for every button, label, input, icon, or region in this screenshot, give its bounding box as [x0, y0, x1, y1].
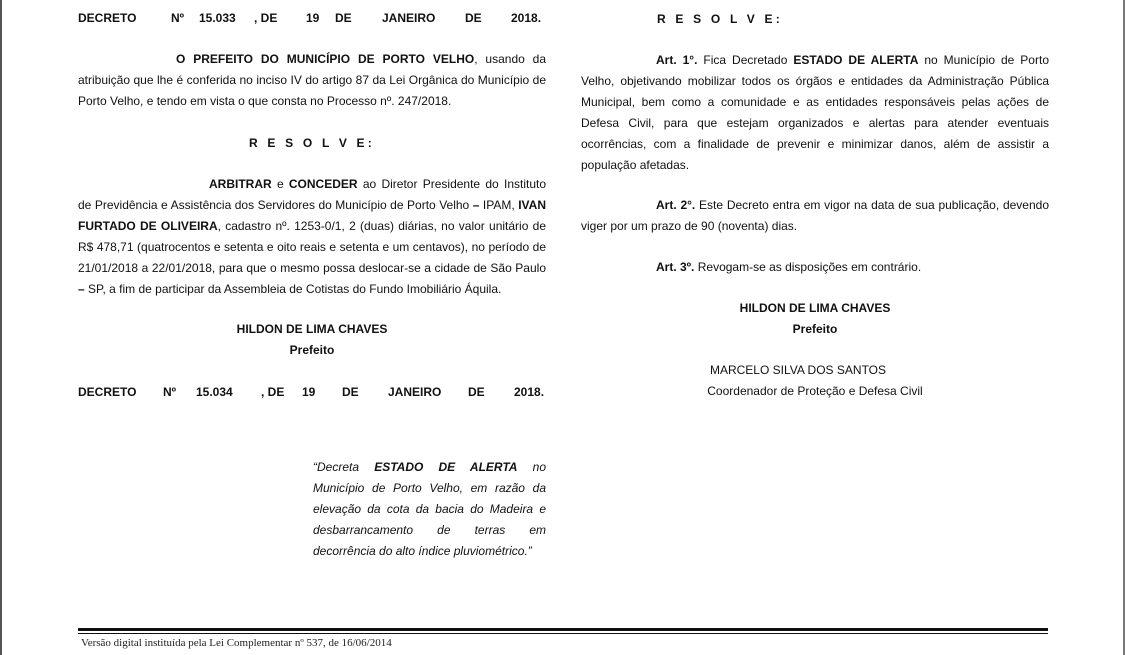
preamble-paragraph — [78, 49, 546, 112]
ementa-text: no Município de Porto Velho, em razão da elevação da cota da bacia do Madeira e desbarrancamento de terras em decorrência do alto índice pluviométrico.” — [313, 460, 546, 558]
decree-month: JANEIRO — [382, 11, 436, 25]
decree-label: DECRETO — [78, 385, 137, 399]
preamble-text: , usando da — [474, 52, 547, 66]
signature-name: HILDON DE LIMA CHAVES — [739, 301, 891, 315]
ementa-text: “Decreta — [313, 460, 375, 474]
decree-15033-header — [78, 11, 546, 31]
decree-number-label: Nº — [163, 385, 177, 399]
article-label: Art. 1°. — [656, 53, 698, 67]
arbitrar-text: SP, a fim de participar da Assembleia de Cotistas do Fundo Imobiliário Áquila. — [84, 282, 502, 296]
decree-de: DE — [342, 385, 359, 399]
footer-rule-thin — [78, 633, 1048, 634]
art3-paragraph — [581, 257, 1049, 278]
article-label: Art. 2°. — [656, 198, 696, 212]
decree-number: 15.033 — [199, 11, 236, 25]
preamble-bold: O PREFEITO DO MUNICÍPIO DE PORTO VELHO — [176, 52, 475, 66]
footer-text: Versão digital instituída pela Lei Complementar nº 537, de 16/06/2014 — [81, 637, 392, 649]
article-label: Art. 3º. — [656, 260, 695, 274]
article-text: no Município de Porto Velho, objetivando mobilizar todos os órgãos e entidades da Administração Pública Municipal, bem como a comunidade e as entidades responsáveis pelas ações de Defesa Civil, para que estejam organizados e alertas para atender eventuais ocorrências, com a finalidade de prevenir e minimizar danos, além de assistir a população afetadas. — [581, 53, 1049, 172]
decree-de: , DE — [254, 11, 278, 25]
arbitrar-word: ARBITRAR — [209, 177, 272, 191]
decree-number-label: Nº — [171, 11, 185, 25]
footer-rule — [78, 628, 1048, 631]
preamble-text-rest: atribuição que lhe é conferida no inciso IV do artigo 87 da Lei Orgânica do Município de Porto Velho, e tendo em vista o que consta no Processo nº. 247/2018. — [78, 73, 546, 108]
decree-15034-header — [78, 385, 546, 405]
article-text: Revogam-se as disposições em contrário. — [694, 260, 922, 274]
arbitrar-paragraph — [78, 174, 546, 300]
resolve-heading: R E S O L V E: — [249, 136, 375, 150]
dash: – — [78, 282, 85, 296]
decree-year: 2018. — [514, 385, 545, 399]
dash: – — [472, 198, 480, 212]
arbitrar-text: IPAM, — [479, 198, 519, 212]
decree-de: DE — [468, 385, 485, 399]
arbitrar-text: ao Diretor Presidente do Instituto de Previdência e Assistência dos Servidores do Município de Porto Velho — [78, 177, 547, 212]
decree-de: DE — [465, 11, 482, 25]
decree-day: 19 — [302, 385, 316, 399]
signature-role: Coordenador de Proteção e Defesa Civil — [707, 384, 923, 398]
beneficiary-name: IVAN FURTADO DE OLIVEIRA — [78, 198, 546, 233]
arbitrar-text: , cadastro nº. 1253-0/1, 2 (duas) diárias, no valor unitário de R$ 478,71 (quatrocentos e setenta e oito reais e setenta e um centavos), no período de 21/01/2018 a 22/01/2018, para que o mesmo possa deslocar-se a cidade de São Paulo — [78, 219, 546, 275]
decree-number: 15.034 — [196, 385, 233, 399]
article-text: Fica Decretado — [697, 53, 794, 67]
decree-month: JANEIRO — [388, 385, 442, 399]
page-left-border — [0, 0, 2, 655]
article-bold: ESTADO DE ALERTA — [793, 53, 919, 67]
decree-de: DE — [335, 11, 352, 25]
art1-paragraph — [581, 50, 1049, 176]
resolve-heading: R E S O L V E: — [657, 12, 783, 26]
signature-role: Prefeito — [792, 322, 838, 336]
decree-label: DECRETO — [78, 11, 137, 25]
signature-role: Prefeito — [289, 343, 335, 357]
decree-day: 19 — [306, 11, 320, 25]
conceder-word: CONCEDER — [288, 177, 358, 191]
article-text: Este Decreto entra em vigor na data de sua publicação, devendo viger por um prazo de 90 (noventa) dias. — [581, 198, 1049, 233]
decree-year: 2018. — [511, 11, 542, 25]
art2-paragraph — [581, 195, 1049, 237]
ementa-bold: ESTADO DE ALERTA — [374, 460, 518, 474]
signature-name: HILDON DE LIMA CHAVES — [236, 322, 388, 336]
signature-name: MARCELO SILVA DOS SANTOS — [709, 363, 887, 377]
decree-de: , DE — [261, 385, 285, 399]
ementa — [313, 457, 546, 562]
arbitrar-conj: e — [271, 177, 289, 191]
